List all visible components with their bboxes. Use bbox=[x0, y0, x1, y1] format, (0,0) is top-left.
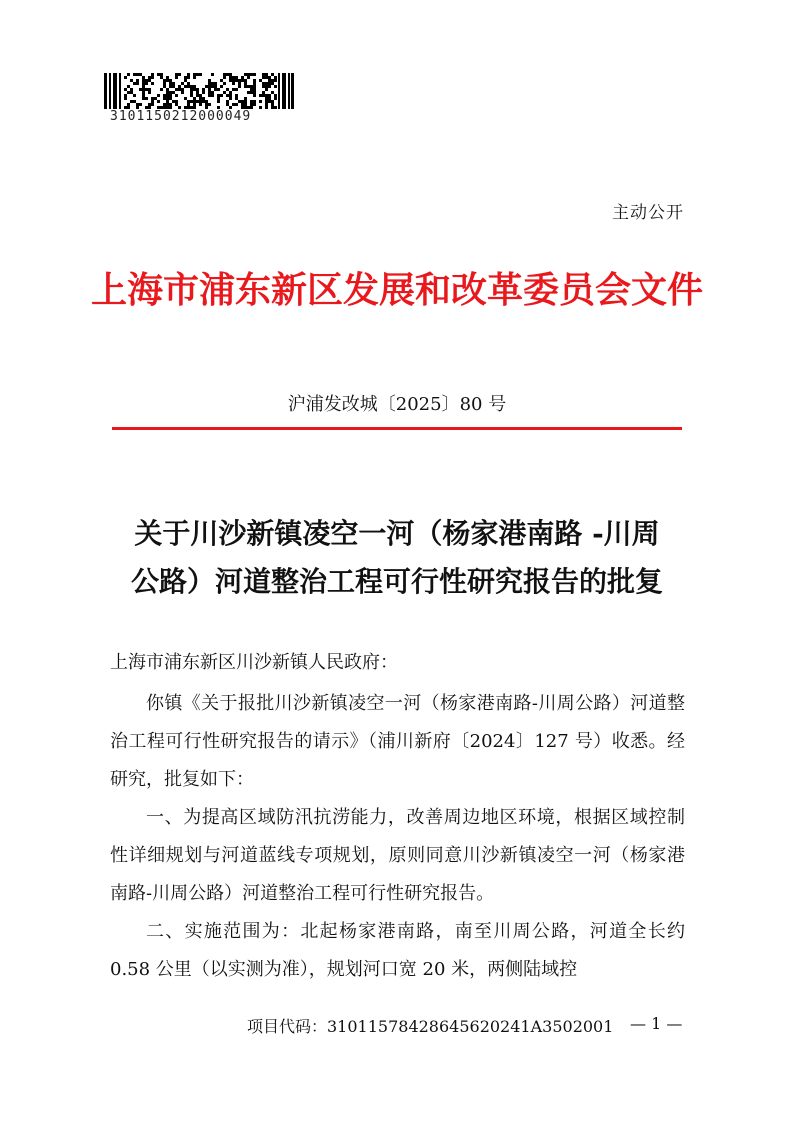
issuing-authority-header: 上海市浦东新区发展和改革委员会文件 bbox=[90, 269, 703, 311]
document-title bbox=[100, 510, 694, 606]
publicity-label: 主动公开 bbox=[612, 203, 684, 223]
barcode-number: 3101150212000049 bbox=[110, 109, 252, 124]
document-number: 沪浦发改城〔2025〕80 号 bbox=[287, 394, 507, 415]
page-number: — 1 — bbox=[630, 1014, 683, 1033]
project-code: 项目代码：31011578428645620241A3502001 bbox=[247, 1017, 614, 1036]
body-paragraph-2: 一、为提高区域防汛抗涝能力，改善周边地区环境，根据区域控制性详细规划与河道蓝线专项规划，原则同意川沙新镇凌空一河（杨家港南路-川周公路）河道整治工程可行性研究报告。 bbox=[110, 807, 685, 904]
body-paragraph-1: 你镇《关于报批川沙新镇凌空一河（杨家港南路-川周公路）河道整治工程可行性研究报告的请示》（浦川新府〔2024〕127 号）收悉。经研究，批复如下： bbox=[110, 693, 685, 790]
barcode-graphic bbox=[104, 73, 294, 109]
barcode-icon bbox=[104, 73, 294, 109]
document-title-line-2: 公路）河道整治工程可行性研究报告的批复 bbox=[130, 565, 663, 598]
body-paragraph-3: 二、实施范围为：北起杨家港南路，南至川周公路，河道全长约 0.58 公里（以实测为准），规划河口宽 20 米，两侧陆域控 bbox=[110, 921, 685, 980]
red-separator-line bbox=[112, 427, 682, 430]
document-title-line-1: 关于川沙新镇凌空一河（杨家港南路 -川周 bbox=[134, 517, 660, 550]
addressee: 上海市浦东新区川沙新镇人民政府： bbox=[110, 652, 398, 673]
